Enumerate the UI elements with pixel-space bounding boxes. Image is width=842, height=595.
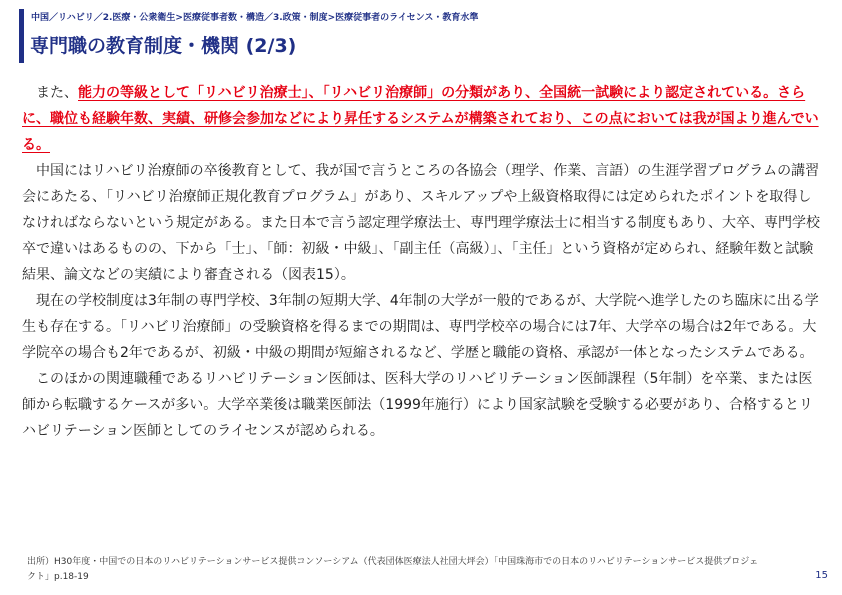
page-number: 15 [815,570,828,581]
paragraph-3: 現在の学校制度は3年制の専門学校、3年制の短期大学、4年制の大学が一般的であるが、大学院へ進学したのち臨床に出る学生も存在する。「リハビリ治療師」の受験資格を得るまでの期間は、専門学校卒の場合には7年、大学卒の場合は2年である。大学院卒の場合も2年であるが、初級・中級の期間が短縮されるなど、学歴と職能の資格、承認が一体となったシステムである。 [22,293,819,361]
paragraph-1-lead: また、 [36,85,78,101]
source-citation: 出所）H30年度・中国での日本のリハビリテーションサービス提供コンソーシアム（代表団体医療法人社団大坪会）「中国珠海市での日本のリハビリテーションサービス提供プロジェクト」p.18-19 [27,557,759,582]
paragraph-1 [22,80,822,158]
paragraph-2: 中国にはリハビリ治療師の卒後教育として、我が国で言うところの各協会（理学、作業、言語）の生涯学習プログラムの講習会にあたる、「リハビリ治療師正規化教育プログラム」があり、スキルアップや上級資格取得には定められたポイントを取得しなければならないという規定がある。また日本で言う認定理学療法士、専門理学療法士に相当する制度もあり、大卒、専門学校卒で違いはあるものの、下から「士」、「師：初級・中級」、「副主任（高級）」、「主任」という資格が定められ、経験年数と試験結果、論文などの実績により審査される（図表15）。 [22,163,820,283]
body-text [22,80,822,444]
page-title: 専門職の教育制度・機関 (2/3) [30,35,297,57]
title-accent-bar [19,9,24,63]
highlighted-statement: 能力の等級として「リハビリ治療士」、「リハビリ治療師」の分類があり、全国統一試験により認定されている。さらに、職位も経験年数、実績、研修会参加などにより昇任するシステムが構築されており、この点においては我が国より進んでいる。 [22,85,819,153]
breadcrumb: 中国／リハビリ／2.医療・公衆衛生>医療従事者数・構造／3.政策・制度>医療従事者のライセンス・教育水準 [31,13,479,23]
paragraph-4: このほかの関連職種であるリハビリテーション医師は、医科大学のリハビリテーション医師課程（5年制）を卒業、または医師から転職するケースが多い。大学卒業後は職業医師法（1999年施行）により国家試験を受験する必要があり、合格するとリハビリテーション医師としてのライセンスが認められる。 [22,371,813,439]
